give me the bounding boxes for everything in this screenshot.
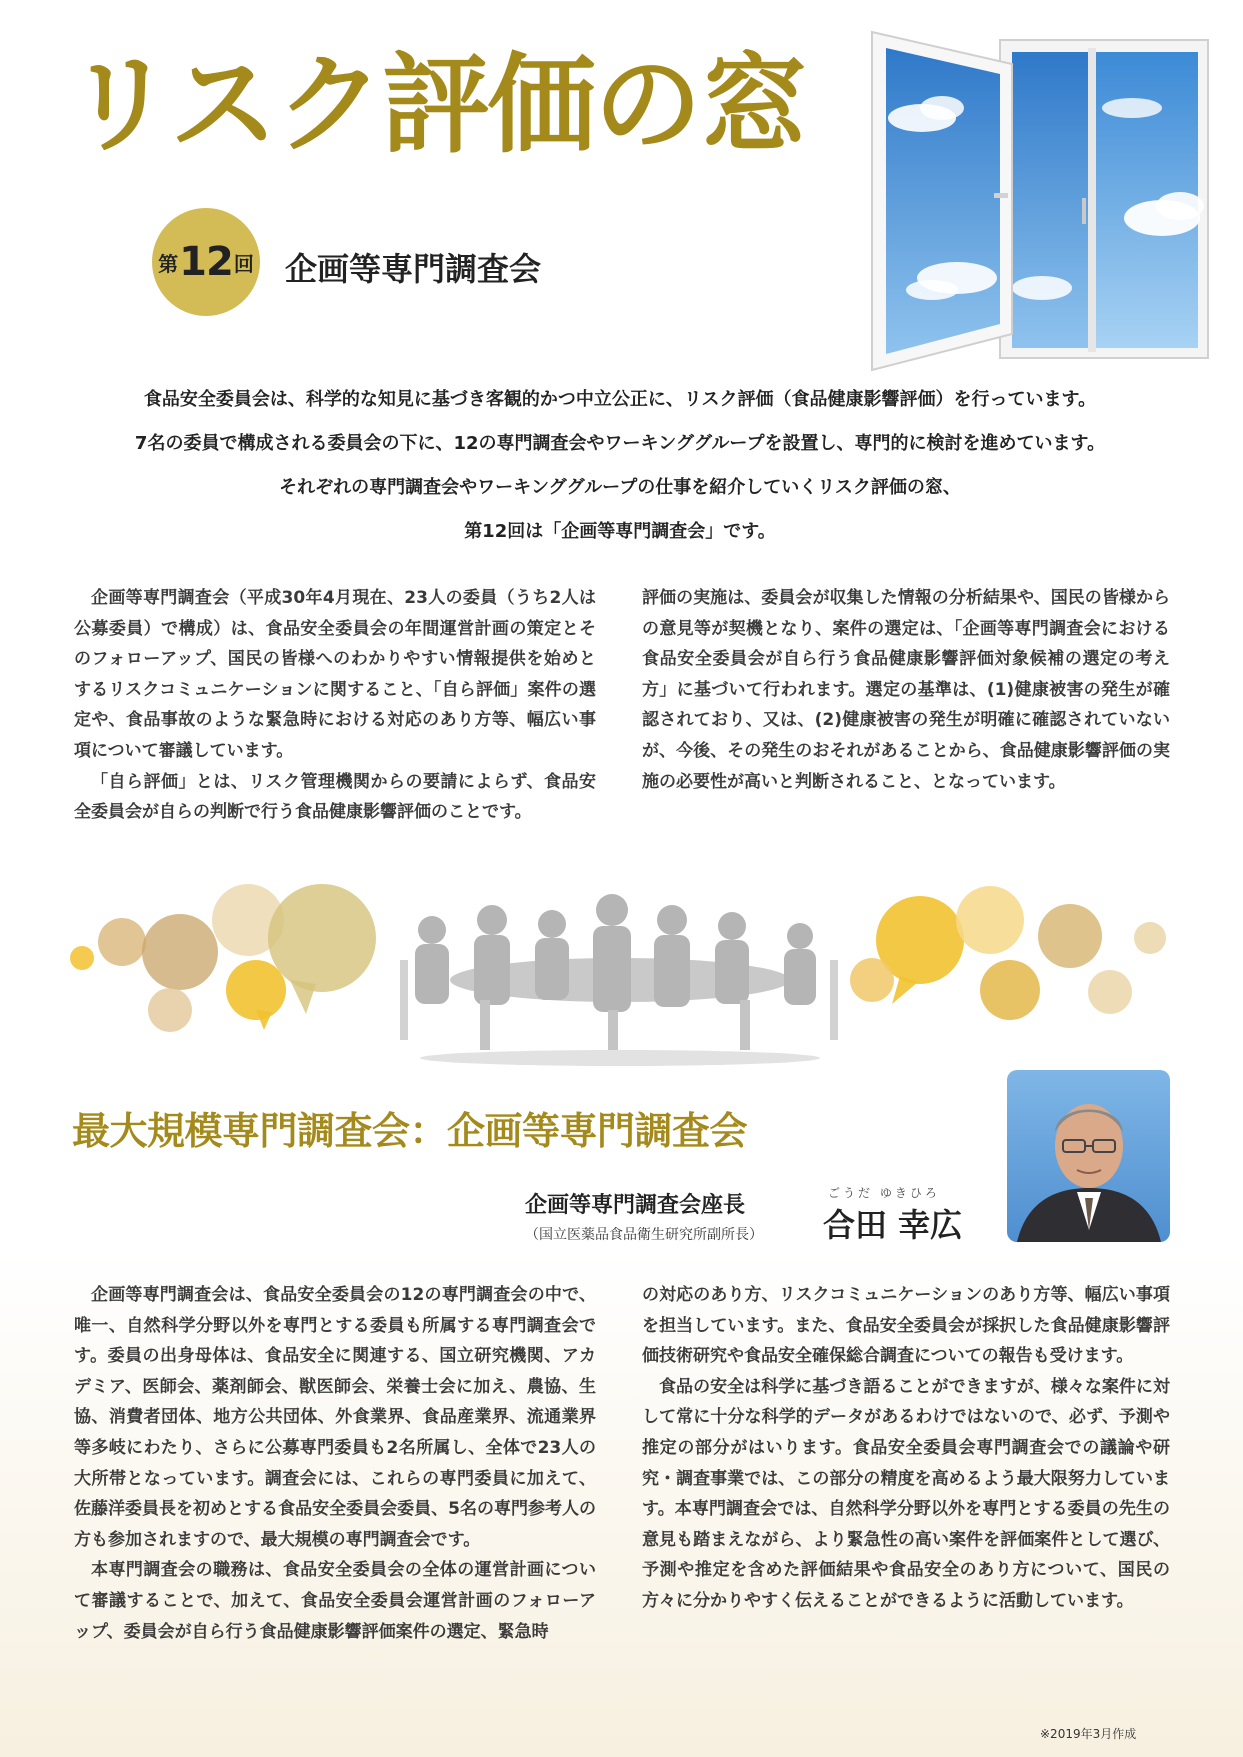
intro-line: 7名の委員で構成される委員会の下に、12の専門調査会やワーキンググループを設置し、専門的に検討を進めています。 (134, 433, 1106, 454)
paragraph: 本専門調査会の職務は、食品安全委員会の全体の運営計画について審議することで、加えて、食品安全委員会運営計画のフォローアップ、委員会が自ら行う食品健康影響評価案件の選定、緊急時 (74, 1560, 596, 1642)
meeting-silhouette-image (60, 880, 1184, 1070)
paragraph: 「自ら評価」とは、リスク管理機関からの要請によらず、食品安全委員会が自らの判断で行う食品健康影響評価のことです。 (74, 771, 596, 823)
paragraph: 企画等専門調査会（平成30年4月現在、23人の委員（うち2人は公募委員）で構成）は、食品安全委員会の年間運営計画の策定とそのフォローアップ、国民の皆様へのわかりやすい情報提供を始めとするリスクコミュニケーションに関すること、「自ら評価」案件の選定や、食品事故のような緊急時における対応のあり方等、幅広い事項について審議しています。 (74, 588, 596, 761)
chair-name: 合田 幸広 (823, 1206, 963, 1244)
upper-right-column (642, 583, 1170, 797)
intro-line: 食品安全委員会は、科学的な知見に基づき客観的かつ中立公正に、リスク評価（食品健康影響評価）を行っています。 (143, 389, 1097, 410)
paragraph: 食品の安全は科学に基づき語ることができますが、様々な案件に対して常に十分な科学的データがあるわけではないので、必ず、予測や推定の部分がはいります。食品安全委員会専門調査会での議論や研究・調査事業では、この部分の精度を高めるよう最大限努力しています。本専門調査会では、自然科学分野以外を専門とする委員の先生の意見も踏まえながら、より緊急性の高い案件を評価案件として選び、予測や推定を含めた評価結果や食品安全のあり方について、国民の方々に分かりやすく伝えることができるように活動しています。 (642, 1376, 1170, 1611)
section-title: 最大規模専門調査会：企画等専門調査会 (72, 1109, 748, 1153)
open-window-image (862, 28, 1222, 373)
upper-left-column (74, 583, 596, 828)
intro-text (60, 378, 1180, 554)
chair-name-ruby: ごうだ ゆきひろ (828, 1186, 940, 1200)
chair-portrait-photo (1007, 1070, 1170, 1242)
meeting-illustration (60, 880, 1184, 1070)
main-title: リスク評価の窓 (66, 43, 806, 168)
right-speech-bubbles (850, 886, 1166, 1020)
window-illustration (862, 28, 1222, 373)
chair-affiliation: （国立医薬品食品衛生研究所副所長） (525, 1227, 763, 1243)
paragraph: 企画等専門調査会は、食品安全委員会の12の専門調査会の中で、唯一、自然科学分野以外を専門とする委員も所属する専門調査会です。委員の出身母体は、食品安全に関連する、国立研究機関、アカデミア、医師会、薬剤師会、獣医師会、栄養士会に加え、農協、生協、消費者団体、地方公共団体、外食業界、食品産業界、流通業界等多岐にわたり、さらに公募専門委員も2名所属し、全体で23人の大所帯となっています。調査会には、これらの専門委員に加えて、佐藤洋委員長を初めとする食品安全委員会委員、5名の専門参考人の方も参加されますので、最大規模の専門調査会です。 (74, 1285, 596, 1550)
footnote: ※2019年3月作成 (1040, 1727, 1137, 1741)
chair-title: 企画等専門調査会座長 (525, 1193, 746, 1218)
paragraph: の対応のあり方、リスクコミュニケーションのあり方等、幅広い事項を担当しています。また、食品安全委員会が採択した食品健康影響評価技術研究や食品安全確保総合調査についての報告も受けます。 (642, 1285, 1170, 1367)
badge-prefix: 第 (158, 251, 179, 276)
paragraph: 評価の実施は、委員会が収集した情報の分析結果や、国民の皆様からの意見等が契機となり、案件の選定は、「企画等専門調査会における食品安全委員会が自ら行う食品健康影響評価対象候補の選定の考え方」に基づいて行われます。選定の基準は、(1)健康被害の発生が確認されており、又は、(2)健康被害の発生が明確に確認されていないが、今後、その発生のおそれがあることから、食品健康影響評価の実施の必要性が高いと判断されること、となっています。 (642, 588, 1170, 792)
intro-line: 第12回は「企画等専門調査会」です。 (464, 521, 776, 542)
left-speech-bubbles (70, 884, 376, 1032)
people-silhouettes (400, 894, 838, 1066)
lower-left-column (74, 1280, 596, 1647)
subtitle: 企画等専門調査会 (285, 250, 542, 288)
badge-suffix: 回 (233, 251, 254, 276)
lower-right-column (642, 1280, 1170, 1617)
issue-badge (152, 208, 260, 316)
badge-number: 12 (179, 239, 233, 285)
intro-line: それぞれの専門調査会やワーキンググループの仕事を紹介していくリスク評価の窓、 (279, 477, 961, 498)
portrait-image (1007, 1070, 1170, 1242)
